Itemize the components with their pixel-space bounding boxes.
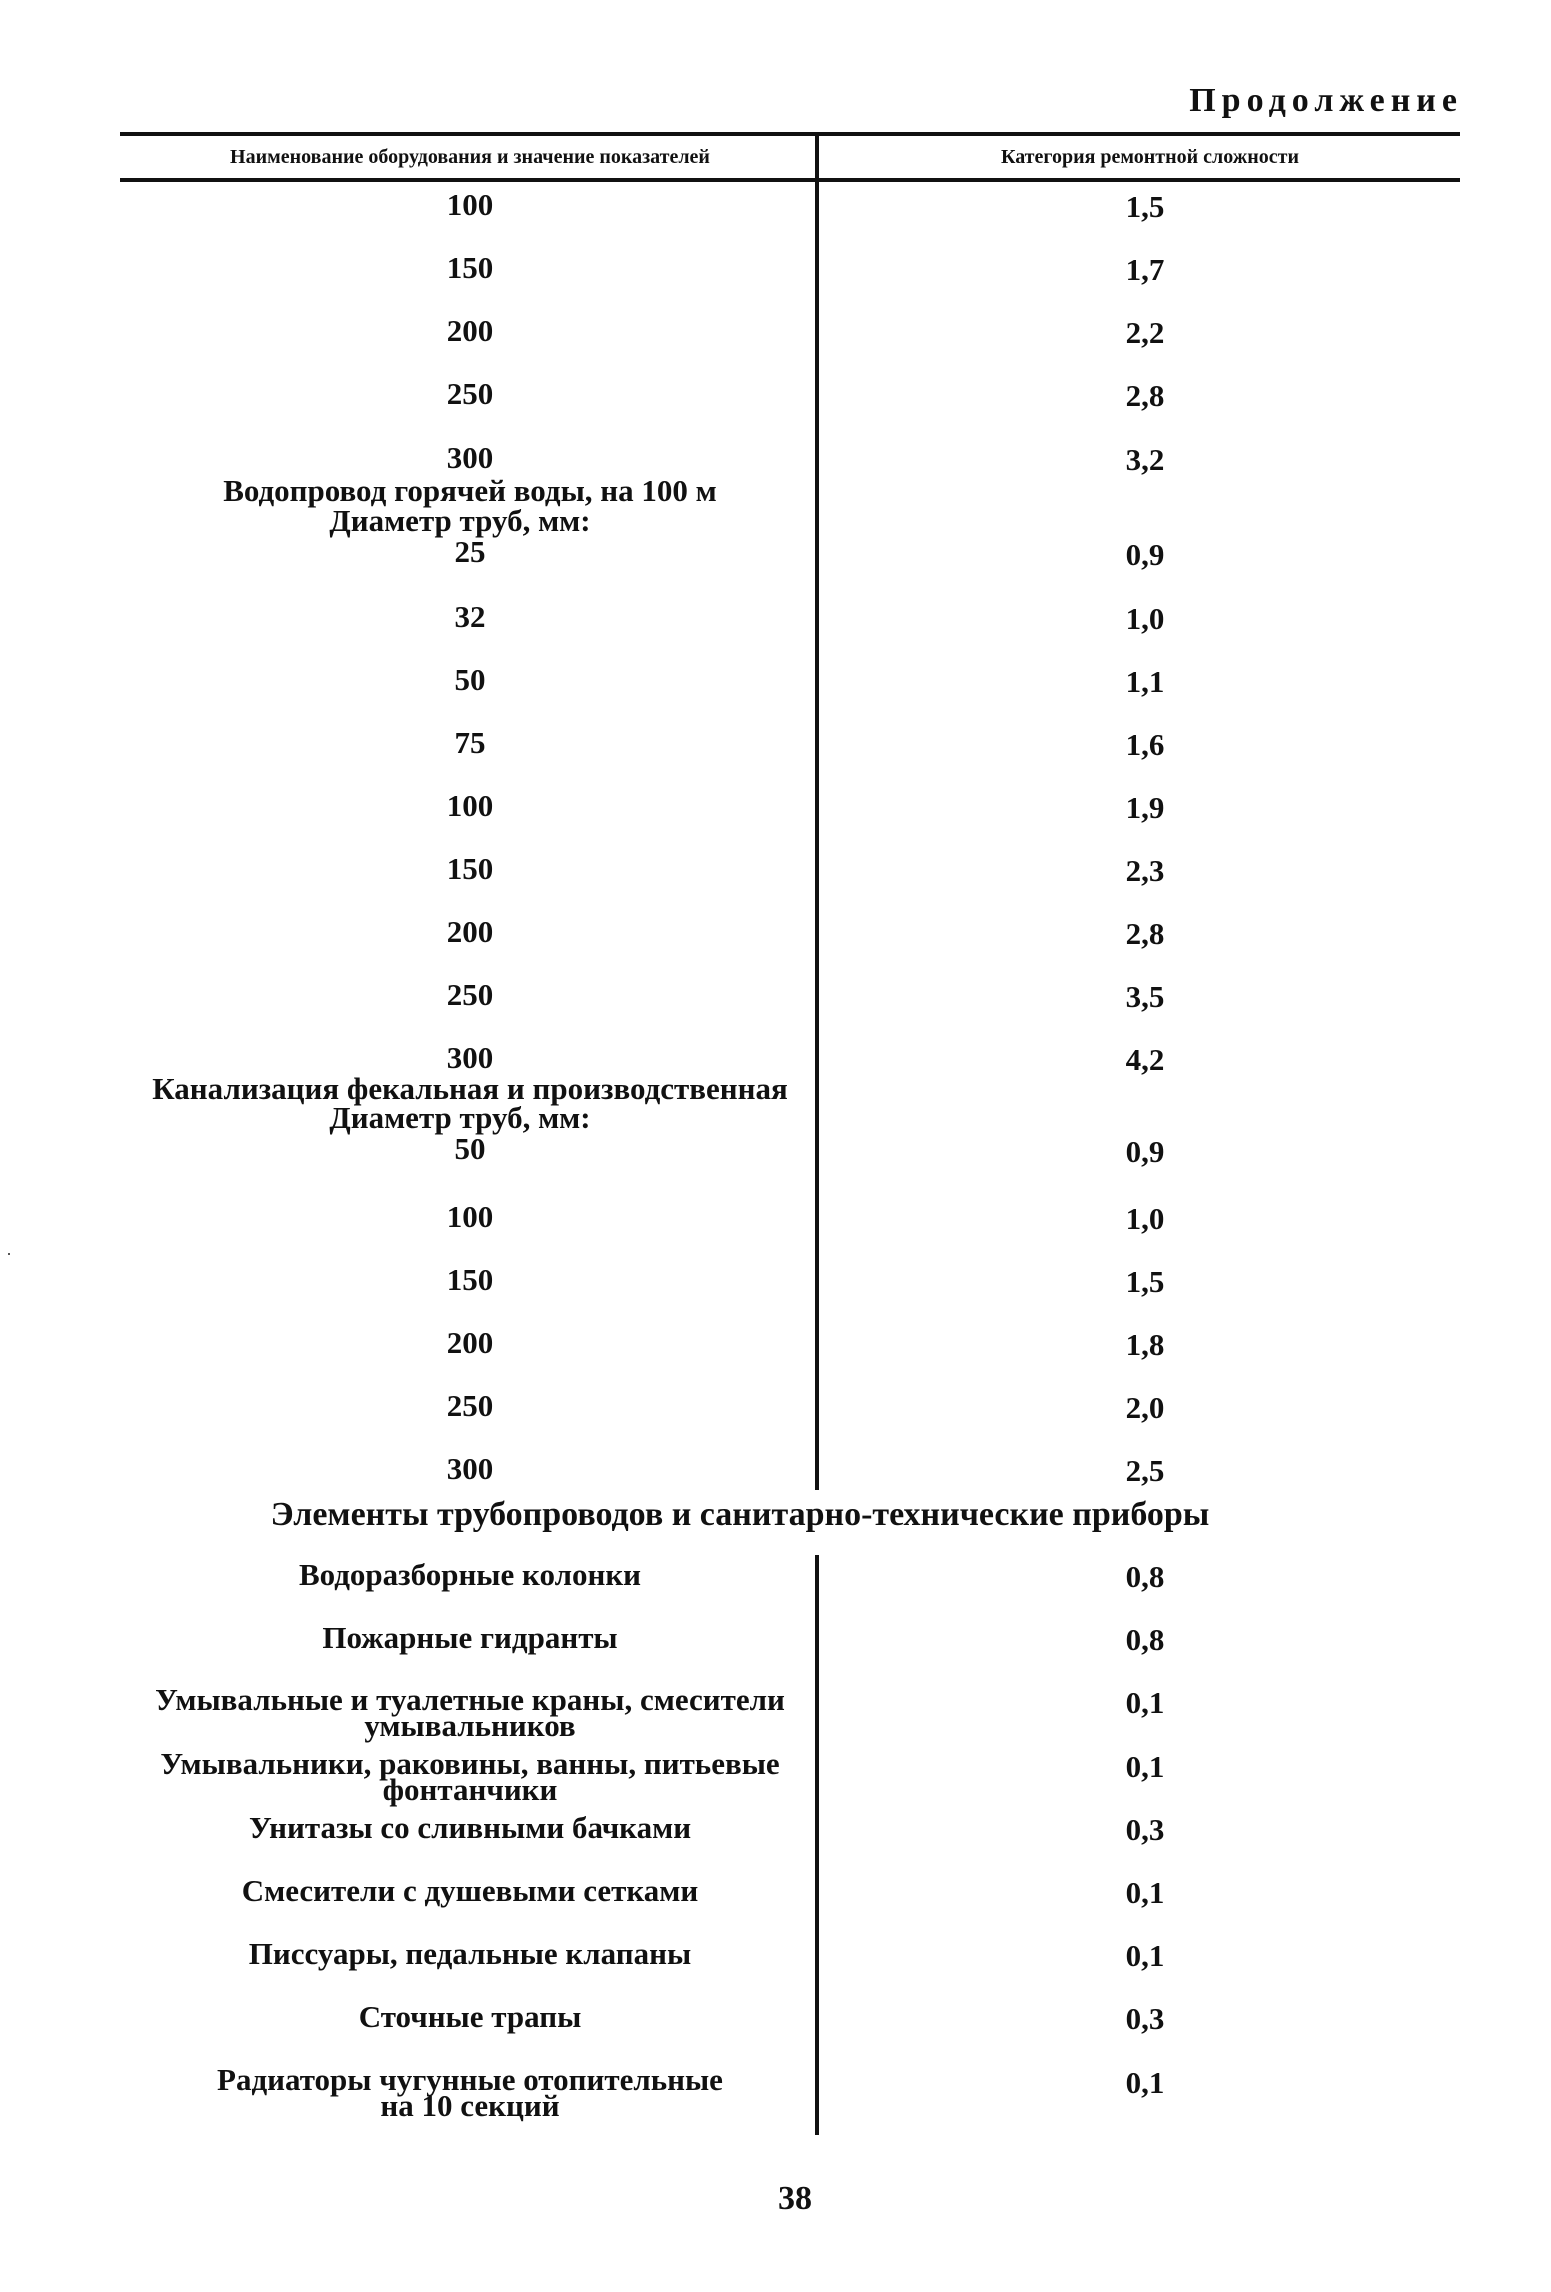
row-value: 2,5 bbox=[1125, 1453, 1165, 1488]
element-name: Радиаторы чугунные отопительные bbox=[217, 2062, 723, 2097]
row-name: 300 bbox=[446, 1451, 494, 1486]
element-value: 0,1 bbox=[1125, 1749, 1165, 1784]
element-value: 0,3 bbox=[1125, 1812, 1165, 1847]
row-name: 250 bbox=[446, 376, 494, 411]
row-name: 50 bbox=[454, 1131, 486, 1166]
row-value: 0,9 bbox=[1125, 537, 1165, 572]
element-name: Сточные трапы bbox=[358, 1999, 582, 2034]
element-name: Унитазы со сливными бачками bbox=[248, 1810, 692, 1845]
element-name-continued: на 10 секций bbox=[380, 2088, 560, 2123]
section-title: Элементы трубопроводов и санитарно-технические приборы bbox=[270, 1496, 1210, 1533]
row-value: 1,1 bbox=[1125, 664, 1165, 699]
row-value: 1,0 bbox=[1125, 601, 1165, 636]
row-value: 3,2 bbox=[1125, 442, 1165, 477]
row-value: 1,5 bbox=[1125, 189, 1165, 224]
row-value: 1,7 bbox=[1125, 252, 1165, 287]
row-name: 200 bbox=[446, 313, 494, 348]
element-name: Водоразборные колонки bbox=[298, 1557, 642, 1592]
row-value: 1,9 bbox=[1125, 790, 1165, 825]
row-value: 2,0 bbox=[1125, 1390, 1165, 1425]
row-value: 3,5 bbox=[1125, 979, 1165, 1014]
row-name: 25 bbox=[454, 534, 486, 569]
group-subtitle-sewer: Диаметр труб, мм: bbox=[329, 1100, 591, 1135]
row-name: 250 bbox=[446, 977, 494, 1012]
continuation-label: Продолжение bbox=[1189, 82, 1463, 119]
column-header-name: Наименование оборудования и значение показателей bbox=[230, 146, 710, 168]
row-name: 150 bbox=[446, 851, 494, 886]
row-name: 300 bbox=[446, 440, 494, 475]
element-value: 0,1 bbox=[1125, 1875, 1165, 1910]
column-header-category: Категория ремонтной сложности bbox=[1000, 146, 1300, 168]
row-value: 4,2 bbox=[1125, 1042, 1165, 1077]
element-value: 0,8 bbox=[1125, 1559, 1165, 1594]
row-name: 200 bbox=[446, 914, 494, 949]
table-header-rule bbox=[120, 178, 1460, 182]
element-name: Смесители с душевыми сетками bbox=[241, 1873, 699, 1908]
element-name: Писсуары, педальные клапаны bbox=[248, 1936, 692, 1971]
row-name: 100 bbox=[446, 1199, 494, 1234]
group-title-sewer: Канализация фекальная и производственная bbox=[152, 1071, 788, 1106]
row-value: 2,8 bbox=[1125, 916, 1165, 951]
row-name: 100 bbox=[446, 187, 494, 222]
row-name: 300 bbox=[446, 1040, 494, 1075]
row-value: 1,5 bbox=[1125, 1264, 1165, 1299]
row-name: 50 bbox=[454, 662, 486, 697]
row-value: 2,3 bbox=[1125, 853, 1165, 888]
row-name: 150 bbox=[446, 1262, 494, 1297]
element-name-continued: умывальников bbox=[364, 1708, 576, 1743]
scan-speck bbox=[8, 1253, 10, 1255]
row-value: 1,8 bbox=[1125, 1327, 1165, 1362]
element-name: Пожарные гидранты bbox=[322, 1620, 618, 1655]
element-value: 0,1 bbox=[1125, 1685, 1165, 1720]
row-name: 100 bbox=[446, 788, 494, 823]
element-value: 0,8 bbox=[1125, 1622, 1165, 1657]
row-value: 2,2 bbox=[1125, 315, 1165, 350]
row-name: 32 bbox=[454, 599, 486, 634]
row-name: 75 bbox=[454, 725, 486, 760]
table-top-rule bbox=[120, 132, 1460, 136]
row-name: 150 bbox=[446, 250, 494, 285]
row-value: 0,9 bbox=[1125, 1134, 1165, 1169]
group-subtitle-hot-water: Диаметр труб, мм: bbox=[329, 503, 591, 538]
element-name: Умывальные и туалетные краны, смесители bbox=[155, 1682, 785, 1717]
row-name: 250 bbox=[446, 1388, 494, 1423]
row-value: 1,0 bbox=[1125, 1201, 1165, 1236]
element-value: 0,1 bbox=[1125, 2065, 1165, 2100]
group-title-hot-water: Водопровод горячей воды, на 100 м bbox=[223, 473, 717, 508]
element-value: 0,1 bbox=[1125, 1938, 1165, 1973]
row-name: 200 bbox=[446, 1325, 494, 1360]
page-number: 38 bbox=[778, 2180, 812, 2217]
element-value: 0,3 bbox=[1125, 2001, 1165, 2036]
row-value: 2,8 bbox=[1125, 378, 1165, 413]
element-name: Умывальники, раковины, ванны, питьевые bbox=[160, 1746, 780, 1781]
row-value: 1,6 bbox=[1125, 727, 1165, 762]
element-name-continued: фонтанчики bbox=[382, 1772, 558, 1807]
